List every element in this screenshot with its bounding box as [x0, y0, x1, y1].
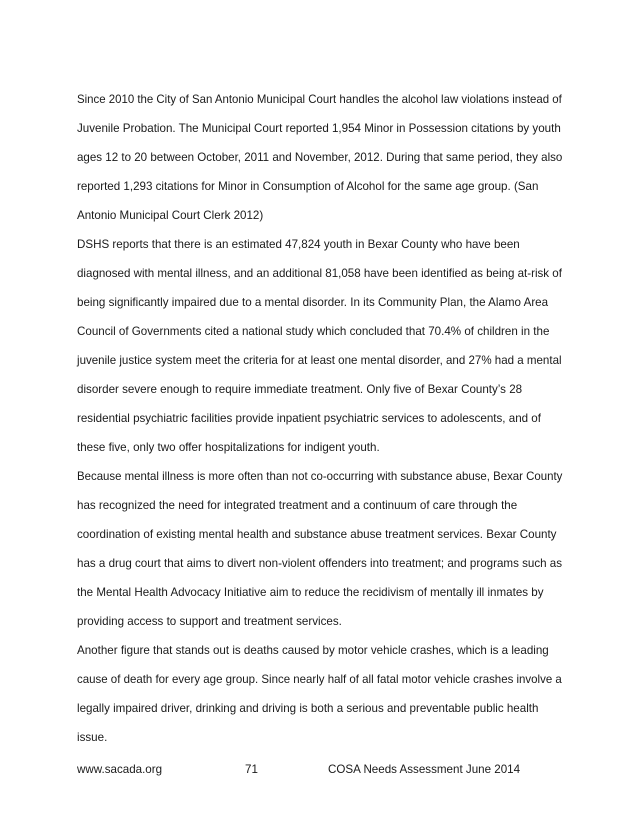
- paragraph-2-line-2: diagnosed with mental illness, and an additional 81,058 have been identified as being at-risk of: [77, 267, 562, 280]
- paragraph-2-line-7: residential psychiatric facilities provide inpatient psychiatric services to adolescents, and of: [77, 412, 541, 425]
- paragraph-3-line-2: has recognized the need for integrated treatment and a continuum of care through the: [77, 499, 518, 512]
- footer-website: www.sacada.org: [77, 763, 163, 776]
- paragraph-2-line-3: being significantly impaired due to a mental disorder. In its Community Plan, the Alamo Area: [77, 296, 549, 309]
- paragraph-4-line-3: legally impaired driver, drinking and driving is both a serious and preventable public health: [77, 702, 539, 715]
- paragraph-3-line-4: has a drug court that aims to divert non-violent offenders into treatment; and programs such as: [77, 557, 563, 570]
- paragraph-3-line-5: the Mental Health Advocacy Initiative aim to reduce the recidivism of mentally ill inmates by: [77, 586, 544, 599]
- paragraph-1-line-3: ages 12 to 20 between October, 2011 and November, 2012. During that same period, they also: [77, 151, 563, 164]
- paragraph-4-line-4: issue.: [77, 731, 108, 744]
- paragraph-2-line-5: juvenile justice system meet the criteria for at least one mental disorder, and 27% had a mental: [77, 354, 562, 367]
- footer-page-number: 71: [245, 763, 258, 776]
- paragraph-3-line-6: providing access to support and treatment services.: [77, 615, 342, 628]
- paragraph-4-line-2: cause of death for every age group. Since nearly half of all fatal motor vehicle crashes involve a: [77, 673, 562, 686]
- paragraph-1-line-2: Juvenile Probation. The Municipal Court reported 1,954 Minor in Possession citations by youth: [77, 122, 561, 135]
- paragraph-1-line-4: reported 1,293 citations for Minor in Consumption of Alcohol for the same age group. (San: [77, 180, 539, 193]
- paragraph-1-line-5: Antonio Municipal Court Clerk 2012): [77, 209, 264, 222]
- paragraph-2-line-6: disorder severe enough to require immediate treatment. Only five of Bexar County’s 28: [77, 383, 523, 396]
- paragraph-2-line-4: Council of Governments cited a national study which concluded that 70.4% of children in the: [77, 325, 550, 338]
- paragraph-3-line-3: coordination of existing mental health and substance abuse treatment services. Bexar County: [77, 528, 557, 541]
- paragraph-4-line-1: Another figure that stands out is deaths caused by motor vehicle crashes, which is a leading: [77, 644, 549, 657]
- paragraph-1-line-1: Since 2010 the City of San Antonio Municipal Court handles the alcohol law violations instead of: [77, 93, 562, 106]
- paragraph-2-line-8: these five, only two offer hospitalizations for indigent youth.: [77, 441, 380, 454]
- paragraph-3-line-1: Because mental illness is more often than not co-occurring with substance abuse, Bexar County: [77, 470, 563, 483]
- footer-doc-title: COSA Needs Assessment June 2014: [328, 763, 521, 776]
- paragraph-2-line-1: DSHS reports that there is an estimated 47,824 youth in Bexar County who have been: [77, 238, 520, 251]
